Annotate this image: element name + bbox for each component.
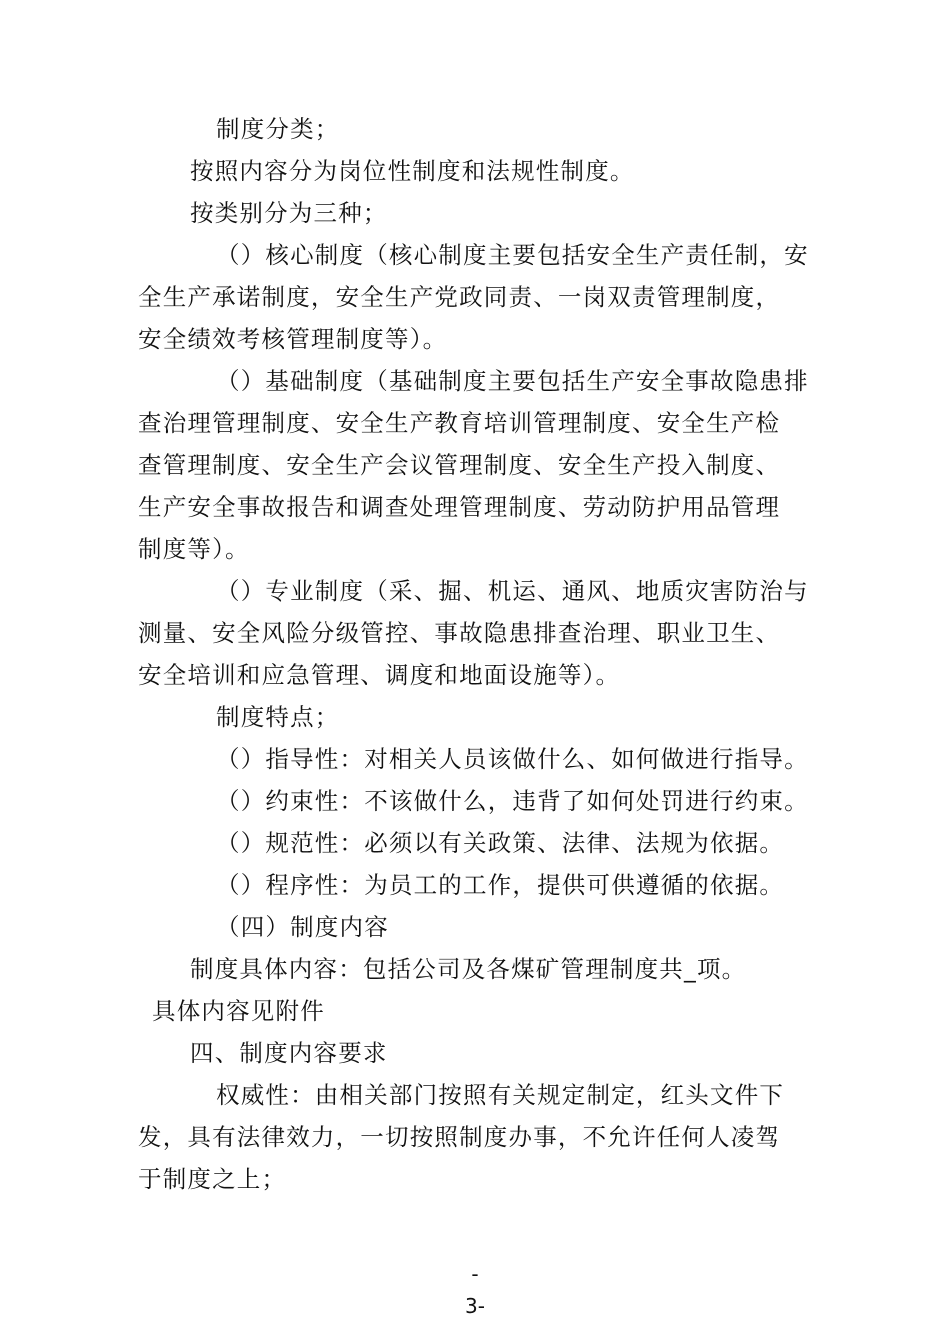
text-line: （）指导性：对相关人员该做什么、如何做进行指导。 bbox=[216, 745, 809, 773]
text-line: 制度具体内容：包括公司及各煤矿管理制度共_项。 bbox=[190, 955, 747, 983]
text-line: （）程序性：为员工的工作，提供可供遵循的依据。 bbox=[216, 871, 785, 899]
text-line: 于制度之上； bbox=[138, 1165, 287, 1193]
text-line: 安全绩效考核管理制度等）。 bbox=[138, 325, 448, 353]
footer-dash: - bbox=[471, 1262, 479, 1286]
text-line: 具体内容见附件 bbox=[152, 997, 325, 1025]
text-line: 发，具有法律效力，一切按照制度办事，不允许任何人凌驾 bbox=[138, 1123, 781, 1151]
text-line: 按类别分为三种； bbox=[190, 199, 388, 227]
text-line: 查管理制度、安全生产会议管理制度、安全生产投入制度、 bbox=[138, 451, 781, 479]
text-line: （）基础制度（基础制度主要包括生产安全事故隐患排 bbox=[216, 367, 809, 395]
text-line: （四）制度内容 bbox=[216, 913, 389, 941]
text-line: 生产安全事故报告和调查处理管理制度、劳动防护用品管理 bbox=[138, 493, 781, 521]
text-line: 权威性：由相关部门按照有关规定制定，红头文件下 bbox=[216, 1081, 785, 1109]
text-line: 安全培训和应急管理、调度和地面设施等）。 bbox=[138, 661, 621, 689]
text-line: （）约束性：不该做什么，违背了如何处罚进行约束。 bbox=[216, 787, 809, 815]
text-line: 制度等）。 bbox=[138, 535, 250, 563]
text-line: 全生产承诺制度，安全生产党政同责、一岗双责管理制度， bbox=[138, 283, 781, 311]
text-line: （）专业制度（采、掘、机运、通风、地质灾害防治与 bbox=[216, 577, 809, 605]
text-line: 查治理管理制度、安全生产教育培训管理制度、安全生产检 bbox=[138, 409, 781, 437]
page-number: 3- bbox=[465, 1294, 485, 1318]
text-line: 制度分类； bbox=[216, 115, 340, 143]
text-line: 制度特点； bbox=[216, 703, 340, 731]
text-line: 按照内容分为岗位性制度和法规性制度。 bbox=[190, 157, 635, 185]
text-line: （）核心制度（核心制度主要包括安全生产责任制，安 bbox=[216, 241, 809, 269]
text-line: （）规范性：必须以有关政策、法律、法规为依据。 bbox=[216, 829, 785, 857]
text-line: 测量、安全风险分级管控、事故隐患排查治理、职业卫生、 bbox=[138, 619, 781, 647]
text-line: 四、制度内容要求 bbox=[190, 1039, 388, 1067]
